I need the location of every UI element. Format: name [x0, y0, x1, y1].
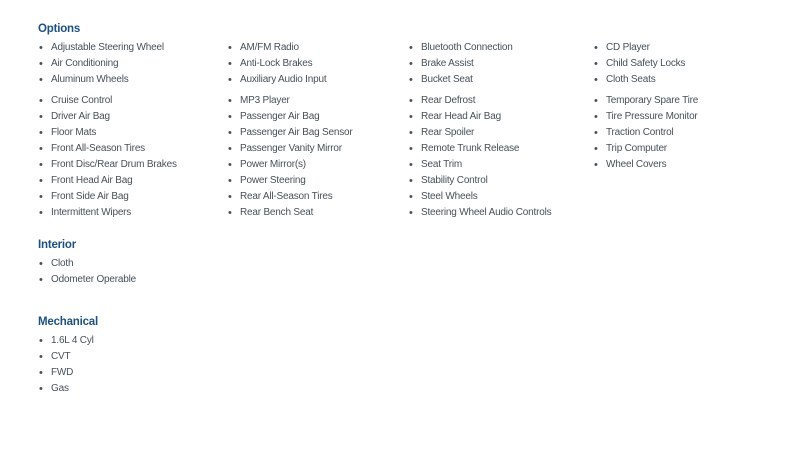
options-col2-group-a: [227, 40, 408, 88]
feature-item: • Front Disc/Rear Drum Brakes: [38, 157, 227, 173]
feature-item: • Rear All-Season Tires: [227, 189, 408, 205]
options-column-1: [38, 40, 227, 221]
feature-item: • Rear Head Air Bag: [408, 109, 593, 125]
feature-item: • Bucket Seat: [408, 72, 593, 88]
feature-item: • Cruise Control: [38, 93, 227, 109]
feature-item: • Steering Wheel Audio Controls: [408, 205, 593, 221]
options-col4-group-b: [593, 93, 790, 173]
feature-item: • Brake Assist: [408, 56, 593, 72]
mechanical-section-title: Mechanical: [38, 316, 98, 328]
options-section-title: Options: [38, 23, 81, 35]
feature-item: • Auxiliary Audio Input: [227, 72, 408, 88]
options-columns: [38, 40, 790, 221]
feature-item: • Gas: [38, 381, 790, 397]
feature-item: • Passenger Vanity Mirror: [227, 141, 408, 157]
feature-item: • CVT: [38, 349, 790, 365]
feature-item: • CD Player: [593, 40, 790, 56]
options-col1-group-a: [38, 40, 227, 88]
feature-item: • Power Steering: [227, 173, 408, 189]
feature-item: • Floor Mats: [38, 125, 227, 141]
options-col3-group-b: [408, 93, 593, 221]
options-col2-group-b: [227, 93, 408, 221]
feature-item: • Rear Defrost: [408, 93, 593, 109]
feature-item: • Seat Trim: [408, 157, 593, 173]
feature-item: • Front Head Air Bag: [38, 173, 227, 189]
feature-item: • Front Side Air Bag: [38, 189, 227, 205]
feature-item: • Cloth: [38, 256, 790, 272]
interior-list: [38, 256, 790, 288]
feature-item: • Air Conditioning: [38, 56, 227, 72]
feature-item: • Adjustable Steering Wheel: [38, 40, 227, 56]
feature-item: • Traction Control: [593, 125, 790, 141]
feature-item: • Wheel Covers: [593, 157, 790, 173]
options-column-2: [227, 40, 408, 221]
feature-item: • Stability Control: [408, 173, 593, 189]
feature-item: • Passenger Air Bag Sensor: [227, 125, 408, 141]
options-col3-group-a: [408, 40, 593, 88]
feature-item: • Aluminum Wheels: [38, 72, 227, 88]
feature-item: • Passenger Air Bag: [227, 109, 408, 125]
feature-item: • Odometer Operable: [38, 272, 790, 288]
mechanical-list: [38, 333, 790, 397]
feature-item: • Child Safety Locks: [593, 56, 790, 72]
feature-item: • 1.6L 4 Cyl: [38, 333, 790, 349]
feature-item: • Steel Wheels: [408, 189, 593, 205]
feature-item: • Rear Spoiler: [408, 125, 593, 141]
feature-item: • Power Mirror(s): [227, 157, 408, 173]
feature-item: • MP3 Player: [227, 93, 408, 109]
feature-item: • Temporary Spare Tire: [593, 93, 790, 109]
options-column-4: [593, 40, 790, 173]
options-col4-group-a: [593, 40, 790, 88]
feature-item: • Intermittent Wipers: [38, 205, 227, 221]
feature-item: • AM/FM Radio: [227, 40, 408, 56]
options-section: [38, 22, 790, 221]
interior-section-title: Interior: [38, 239, 77, 251]
options-col1-group-b: [38, 93, 227, 221]
feature-item: • Driver Air Bag: [38, 109, 227, 125]
feature-item: • Tire Pressure Monitor: [593, 109, 790, 125]
feature-item: • Trip Computer: [593, 141, 790, 157]
feature-item: • Front All-Season Tires: [38, 141, 227, 157]
feature-item: • Rear Bench Seat: [227, 205, 408, 221]
feature-item: • Remote Trunk Release: [408, 141, 593, 157]
feature-item: • Bluetooth Connection: [408, 40, 593, 56]
feature-item: • Anti-Lock Brakes: [227, 56, 408, 72]
mechanical-section: [38, 315, 790, 397]
interior-section: [38, 238, 790, 288]
feature-item: • Cloth Seats: [593, 72, 790, 88]
options-column-3: [408, 40, 593, 221]
feature-item: • FWD: [38, 365, 790, 381]
